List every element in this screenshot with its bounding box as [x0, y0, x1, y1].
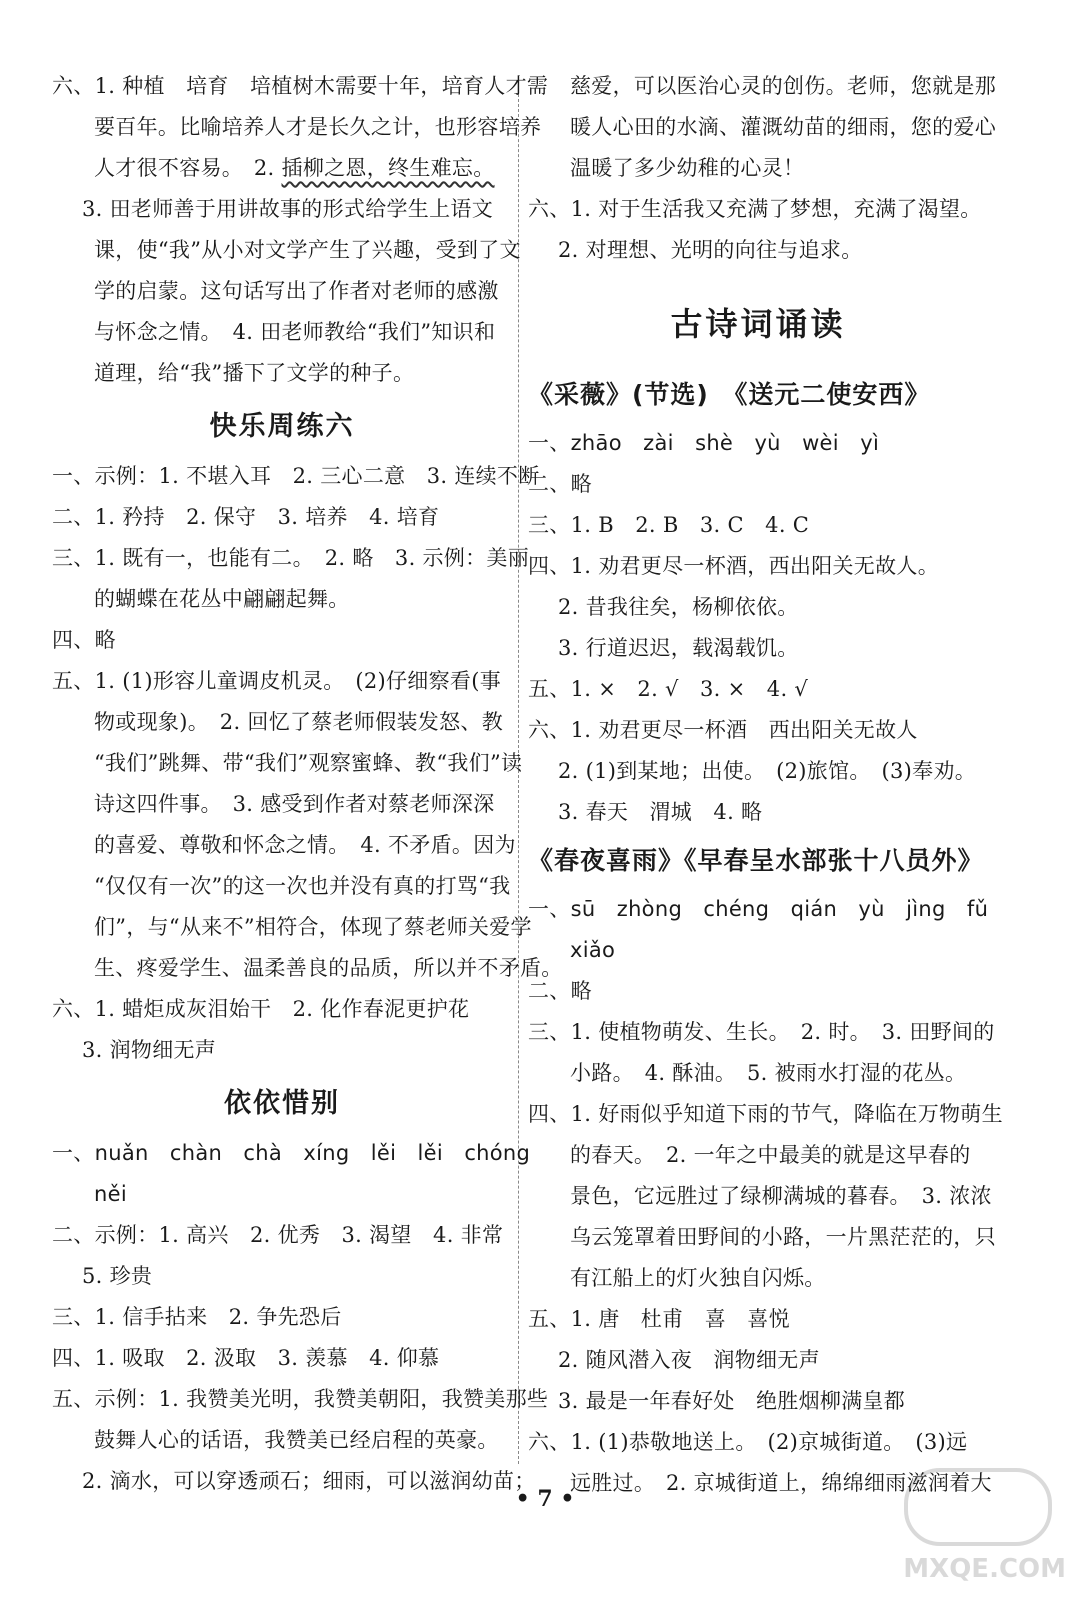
answer-line	[52, 989, 512, 1030]
answer-line	[528, 792, 988, 833]
left-intro-answers	[52, 66, 549, 394]
answer-line	[528, 230, 988, 271]
answer-text: 小路。 4. 酥油。 5. 被雨水打湿的花丛。	[570, 1061, 967, 1085]
answer-line	[528, 587, 988, 628]
answer-line	[52, 230, 521, 271]
answer-line	[52, 497, 512, 538]
caiwei-answers	[528, 423, 988, 833]
answer-text: 五、1. 唐 杜甫 喜 喜悦	[528, 1307, 790, 1331]
answer-line	[528, 1340, 988, 1381]
answer-text: 2. 滴水，可以穿透顽石；细雨，可以滋润幼苗；	[82, 1469, 536, 1493]
answer-text: 二、略	[528, 472, 592, 496]
answer-text: 5. 珍贵	[82, 1264, 153, 1288]
answer-line	[528, 1053, 988, 1094]
answer-text: 三、1. 既有一，也能有二。 2. 略 3. 示例：美丽	[52, 546, 530, 570]
right-intro-answers	[528, 66, 996, 271]
answer-line	[52, 1174, 512, 1215]
answer-text: 五、1. (1)形容儿童调皮机灵。 (2)仔细察看(事	[52, 669, 501, 693]
answer-line	[52, 1338, 512, 1379]
answer-text: 六、1. 蜡炬成灰泪始干 2. 化作春泥更护花	[52, 997, 470, 1021]
answer-line	[528, 1012, 995, 1053]
answer-line	[528, 148, 988, 189]
answer-text: 学的启蒙。这句话写出了作者对老师的感激	[94, 279, 499, 303]
answer-line	[52, 620, 512, 661]
section-title-yiyi: 依依惜别	[224, 1088, 340, 1119]
answer-line	[52, 784, 512, 825]
answer-text: 二、示例：1. 高兴 2. 优秀 3. 渴望 4. 非常	[52, 1223, 504, 1247]
answer-line	[528, 1381, 988, 1422]
answer-text: 3. 最是一年春好处 绝胜烟柳满皇都	[558, 1389, 906, 1413]
answer-line	[528, 710, 988, 751]
answer-line	[52, 66, 549, 107]
answer-text: 2. 对理想、光明的向往与追求。	[558, 238, 863, 262]
poem-title-caiwei: 《采薇》(节选) 《送元二使安西》	[528, 380, 931, 409]
answer-line	[52, 948, 563, 989]
answer-text: 乌云笼罩着田野间的小路，一片黑茫茫的，只	[570, 1225, 996, 1249]
answer-line	[52, 1420, 512, 1461]
answer-line	[528, 464, 988, 505]
answer-line	[52, 702, 512, 743]
answer-text: 的喜爱、尊敬和怀念之情。 4. 不矛盾。因为	[94, 833, 516, 857]
answer-text: něi	[94, 1182, 127, 1206]
answer-line	[528, 1217, 996, 1258]
answer-line	[52, 1030, 512, 1071]
answer-text: 诗这四件事。 3. 感受到作者对蔡老师深深	[94, 792, 495, 816]
answer-line	[52, 1215, 512, 1256]
answer-text: 一、示例：1. 不堪入耳 2. 三心二意 3. 连续不断	[52, 464, 540, 488]
poem-title-chunye: 《春夜喜雨》《早春呈水部张十八员外》	[528, 846, 984, 875]
answer-text: 三、1. 使植物萌发、生长。 2. 时。 3. 田野间的	[528, 1020, 995, 1044]
main-title-gushici: 古诗词诵读	[670, 305, 846, 343]
answer-line	[528, 751, 988, 792]
answer-line	[528, 971, 988, 1012]
answer-line	[52, 1133, 531, 1174]
answer-line	[52, 866, 512, 907]
answer-line	[52, 312, 512, 353]
answer-line	[528, 889, 988, 930]
answer-text: 的春天。 2. 一年之中最美的就是这早春的	[570, 1143, 971, 1167]
answer-line	[52, 825, 516, 866]
answer-line	[52, 579, 512, 620]
answer-text: 生、疼爱学生、温柔善良的品质，所以并不矛盾。	[94, 956, 563, 980]
answer-line	[52, 907, 532, 948]
answer-text: 四、略	[52, 628, 116, 652]
answer-text: 3. 春天 渭城 4. 略	[558, 800, 763, 824]
answer-line	[528, 66, 996, 107]
answer-line	[528, 1135, 988, 1176]
answer-line	[528, 1258, 988, 1299]
answer-line	[528, 423, 988, 464]
answer-line	[52, 189, 512, 230]
yiyi-answers	[52, 1133, 549, 1502]
answer-text: 3. 润物细无声	[82, 1038, 217, 1062]
answer-text: 们”，与“从来不”相符合，体现了蔡老师关爱学	[94, 915, 532, 939]
answer-text: 一、zhāo zài shè yù wèi yì	[528, 431, 880, 455]
answer-text: “我们”跳舞、带“我们”观察蜜蜂、教“我们”读	[94, 751, 523, 775]
answer-line	[52, 148, 512, 189]
answer-text: 要百年。比喻培养人才是长久之计，也形容培养	[94, 115, 542, 139]
answer-text: 二、略	[528, 979, 592, 1003]
answer-text: 有江船上的灯火独自闪烁。	[570, 1266, 826, 1290]
watermark-logo	[892, 1468, 1072, 1588]
answer-line	[528, 189, 988, 230]
answer-line	[528, 669, 988, 710]
answer-text: 六、1. (1)恭敬地送上。 (2)京城街道。 (3)远	[528, 1430, 968, 1454]
answer-text: 的蝴蝶在花丛中翩翩起舞。	[94, 587, 350, 611]
watermark-text: MXQE.COM	[903, 1554, 1066, 1584]
answer-text: 3. 田老师善于用讲故事的形式给学生上语文	[82, 197, 494, 221]
answer-text: 暖人心田的水滴、灌溉幼苗的细雨，您的爱心	[570, 115, 996, 139]
answer-text: 四、1. 好雨似乎知道下雨的节气，降临在万物萌生	[528, 1102, 1003, 1126]
answer-text: 三、1. 信手拈来 2. 争先恐后	[52, 1305, 342, 1329]
answer-line	[52, 353, 512, 394]
answer-line	[52, 1297, 512, 1338]
answer-text: 四、1. 吸取 2. 汲取 3. 羡慕 4. 仰慕	[52, 1346, 440, 1370]
answer-text: 与怀念之情。 4. 田老师教给“我们”知识和	[94, 320, 496, 344]
answer-text: 道理，给“我”播下了文学的种子。	[94, 361, 415, 385]
answer-line	[528, 930, 988, 971]
chunye-answers	[528, 889, 1003, 1504]
answer-text: 2. 昔我往矣，杨柳依依。	[558, 595, 799, 619]
answer-text: 慈爱，可以医治心灵的创伤。老师，您就是那	[570, 74, 996, 98]
answer-text: 六、1. 劝君更尽一杯酒 西出阳关无故人	[528, 718, 918, 742]
watermark-icon	[904, 1468, 1052, 1546]
answer-highlight: 插柳之恩，终生难忘。	[281, 156, 495, 180]
answer-text: 远胜过。 2. 京城街道上，绵绵细雨滋润着大	[570, 1471, 992, 1495]
answer-text: 三、1. B 2. B 3. C 4. C	[528, 513, 810, 537]
answer-text: 一、sū zhòng chéng qián yù jìng fǔ	[528, 897, 989, 921]
section-title-kuaile: 快乐周练六	[209, 411, 355, 442]
answer-text: 鼓舞人心的话语，我赞美已经启程的英豪。	[94, 1428, 499, 1452]
answer-line	[528, 1422, 988, 1463]
answer-line	[52, 107, 542, 148]
answer-text: 景色，它远胜过了绿柳满城的暮春。 3. 浓浓	[570, 1184, 992, 1208]
answer-line	[52, 743, 523, 784]
answer-line	[52, 661, 512, 702]
answer-line	[52, 271, 512, 312]
answer-line	[52, 538, 530, 579]
answer-text: 六、1. 对于生活我又充满了梦想，充满了渴望。	[528, 197, 982, 221]
answer-text: 温暖了多少幼稚的心灵！	[570, 156, 805, 180]
answer-line	[52, 1256, 512, 1297]
answer-text: 六、1. 种植 培育 培植树木需要十年，培育人才需	[52, 74, 549, 98]
answer-text: 2. 随风潜入夜 润物细无声	[558, 1348, 820, 1372]
answer-text: 物或现象)。 2. 回忆了蔡老师假装发怒、教	[94, 710, 504, 734]
answer-line	[528, 628, 988, 669]
answer-text: 五、1. × 2. √ 3. × 4. √	[528, 677, 809, 701]
answer-text: 二、1. 矜持 2. 保守 3. 培养 4. 培育	[52, 505, 440, 529]
answer-line	[528, 107, 996, 148]
answer-text: 一、nuǎn chàn chà xíng lěi lěi chóng	[52, 1141, 531, 1165]
answer-text: 课，使“我”从小对文学产生了兴趣，受到了文	[94, 238, 521, 262]
answer-text: 2. (1)到某地；出使。 (2)旅馆。 (3)奉劝。	[558, 759, 977, 783]
right-column	[528, 66, 1003, 1504]
page-number: • 7 •	[515, 1486, 575, 1512]
answer-line	[528, 505, 988, 546]
answer-line	[528, 546, 988, 587]
answer-line	[52, 1379, 549, 1420]
answer-line	[52, 456, 540, 497]
answer-text: “仅仅有一次”的这一次也并没有真的打骂“我	[94, 874, 511, 898]
answer-line	[528, 1094, 1003, 1135]
answer-line	[528, 1176, 992, 1217]
answer-text: xiǎo	[570, 938, 616, 962]
answer-line	[528, 1299, 988, 1340]
answer-text: 五、示例：1. 我赞美光明，我赞美朝阳，我赞美那些	[52, 1387, 549, 1411]
answer-text: 四、1. 劝君更尽一杯酒，西出阳关无故人。	[528, 554, 940, 578]
answer-text: 3. 行道迟迟，载渴载饥。	[558, 636, 799, 660]
answer-text: 人才很不容易。 2.	[94, 156, 282, 180]
